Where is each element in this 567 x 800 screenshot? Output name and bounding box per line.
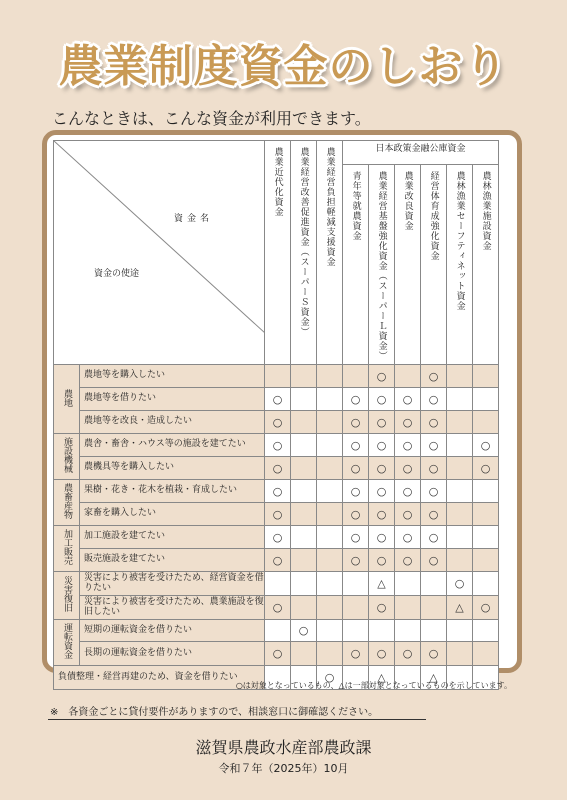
mark-cell — [447, 526, 473, 549]
mark-cell — [291, 572, 317, 596]
fund-header: 農業経営負担軽減支援資金 — [317, 141, 343, 365]
table-row — [54, 365, 499, 388]
mark-cell — [317, 503, 343, 526]
mark-cell: ○ — [369, 434, 395, 457]
table-row — [54, 480, 499, 503]
mark-cell: ○ — [369, 526, 395, 549]
mark-cell: ○ — [395, 411, 421, 434]
mark-cell: ○ — [317, 666, 343, 690]
mark-cell — [291, 642, 317, 666]
mark-cell: ○ — [421, 549, 447, 572]
mark-cell — [291, 549, 317, 572]
table-corner — [54, 141, 265, 365]
use-cell: 長期の運転資金を借りたい — [80, 642, 265, 666]
use-cell: 農機具等を購入したい — [80, 457, 265, 480]
mark-cell — [265, 572, 291, 596]
mark-cell: ○ — [369, 480, 395, 503]
table-row — [54, 572, 499, 596]
mark-cell — [395, 620, 421, 642]
mark-cell — [447, 388, 473, 411]
use-cell: 災害により被害を受けたため、経営資金を借りたい — [80, 572, 265, 596]
mark-cell: ○ — [265, 480, 291, 503]
mark-cell: ○ — [421, 503, 447, 526]
mark-cell: ○ — [369, 365, 395, 388]
mark-cell: ○ — [369, 388, 395, 411]
mark-cell: ○ — [343, 549, 369, 572]
mark-cell — [447, 434, 473, 457]
use-cell: 農地等を改良・造成したい — [80, 411, 265, 434]
table-row — [54, 457, 499, 480]
use-cell: 農舎・畜舎・ハウス等の施設を建てたい — [80, 434, 265, 457]
mark-cell: ○ — [395, 388, 421, 411]
mark-cell: ○ — [395, 434, 421, 457]
fund-header: 経営体育成強化資金 — [421, 165, 447, 365]
table-row — [54, 596, 499, 620]
mark-cell: ○ — [421, 457, 447, 480]
mark-cell — [317, 526, 343, 549]
use-cell: 負債整理・経営再建のため、資金を借りたい — [54, 666, 265, 690]
mark-cell — [395, 365, 421, 388]
mark-cell: ○ — [369, 596, 395, 620]
corner-fund-label: 資金名 — [174, 214, 214, 224]
category-cell: 農地 — [54, 365, 80, 434]
mark-cell: ○ — [421, 480, 447, 503]
subtitle: こんなときは、こんな資金が利用できます。 — [52, 109, 371, 128]
mark-cell: ○ — [265, 549, 291, 572]
mark-cell: ○ — [343, 480, 369, 503]
table-row — [54, 503, 499, 526]
mark-cell — [473, 526, 499, 549]
caution-note: ※ 各資金ごとに貸付要件がありますので、相談窓口に御確認ください。 — [50, 707, 379, 718]
mark-cell — [291, 526, 317, 549]
use-cell: 果樹・花き・花木を植栽・育成したい — [80, 480, 265, 503]
mark-cell: ○ — [343, 457, 369, 480]
mark-cell: ○ — [395, 457, 421, 480]
mark-cell: △ — [369, 572, 395, 596]
use-cell: 加工施設を建てたい — [80, 526, 265, 549]
mark-cell — [291, 480, 317, 503]
category-cell: 施設機械 — [54, 434, 80, 480]
mark-cell — [291, 503, 317, 526]
mark-cell — [317, 642, 343, 666]
corner-use-label: 資金の使途 — [94, 269, 140, 279]
mark-cell: ○ — [369, 642, 395, 666]
mark-cell: ○ — [421, 526, 447, 549]
category-cell: 加工販売 — [54, 526, 80, 572]
fund-header: 農業近代化資金 — [265, 141, 291, 365]
mark-cell — [317, 457, 343, 480]
table-row — [54, 620, 499, 642]
mark-cell — [473, 480, 499, 503]
mark-cell: ○ — [265, 642, 291, 666]
table-row — [54, 411, 499, 434]
page-title: 農業制度資金のしおり — [58, 41, 509, 92]
mark-cell: ○ — [265, 411, 291, 434]
mark-cell: ○ — [473, 457, 499, 480]
mark-cell — [291, 365, 317, 388]
use-cell: 農地等を購入したい — [80, 365, 265, 388]
mark-cell — [473, 365, 499, 388]
use-cell: 販売施設を建てたい — [80, 549, 265, 572]
mark-cell: △ — [421, 666, 447, 690]
mark-cell — [317, 480, 343, 503]
mark-cell — [291, 388, 317, 411]
mark-cell — [447, 549, 473, 572]
mark-cell — [473, 572, 499, 596]
table-row — [54, 388, 499, 411]
mark-cell: ○ — [395, 642, 421, 666]
mark-cell: ○ — [369, 503, 395, 526]
mark-cell: ○ — [343, 411, 369, 434]
table-row — [54, 434, 499, 457]
mark-cell — [343, 596, 369, 620]
fund-header: 農業改良資金 — [395, 165, 421, 365]
mark-cell — [317, 388, 343, 411]
mark-cell — [265, 620, 291, 642]
mark-cell — [421, 620, 447, 642]
mark-cell: ○ — [265, 526, 291, 549]
mark-cell — [291, 596, 317, 620]
mark-cell: △ — [369, 666, 395, 690]
fund-header: 農業経営改善促進資金（スーパーＳ資金） — [291, 141, 317, 365]
mark-cell — [447, 642, 473, 666]
mark-cell — [395, 572, 421, 596]
mark-cell: ○ — [395, 549, 421, 572]
mark-cell: ○ — [473, 434, 499, 457]
mark-cell — [317, 365, 343, 388]
mark-cell: ○ — [343, 642, 369, 666]
mark-cell — [343, 365, 369, 388]
mark-cell — [369, 620, 395, 642]
mark-cell: ○ — [421, 388, 447, 411]
table-row — [54, 642, 499, 666]
mark-cell: ○ — [395, 480, 421, 503]
mark-cell: ○ — [291, 620, 317, 642]
note-underline — [48, 719, 426, 720]
mark-cell — [395, 596, 421, 620]
mark-cell — [343, 620, 369, 642]
mark-cell — [421, 572, 447, 596]
mark-cell: ○ — [265, 457, 291, 480]
mark-cell — [447, 503, 473, 526]
fund-header: 青年等就農資金 — [343, 165, 369, 365]
mark-cell: ○ — [265, 434, 291, 457]
table-row — [54, 526, 499, 549]
mark-cell — [317, 596, 343, 620]
mark-cell — [317, 572, 343, 596]
fund-header: 農業経営基盤強化資金（スーパーＬ資金） — [369, 165, 395, 365]
mark-cell: ○ — [343, 526, 369, 549]
use-cell: 農地等を借りたい — [80, 388, 265, 411]
jfc-group-header: 日本政策金融公庫資金 — [343, 141, 499, 165]
category-cell: 運転資金 — [54, 620, 80, 666]
mark-cell — [447, 457, 473, 480]
mark-cell — [317, 620, 343, 642]
mark-cell — [473, 388, 499, 411]
mark-cell — [473, 503, 499, 526]
mark-cell — [291, 434, 317, 457]
mark-cell — [421, 596, 447, 620]
mark-cell — [473, 549, 499, 572]
mark-cell: ○ — [265, 596, 291, 620]
mark-cell: ○ — [343, 434, 369, 457]
publication-date: 令和７年（2025年）10月 — [218, 762, 349, 775]
mark-cell: ○ — [265, 388, 291, 411]
mark-cell: ○ — [421, 642, 447, 666]
mark-cell — [317, 434, 343, 457]
mark-cell — [291, 411, 317, 434]
mark-cell: ○ — [447, 572, 473, 596]
mark-cell: ○ — [473, 596, 499, 620]
fund-header: 農林漁業セーフティネット資金 — [447, 165, 473, 365]
mark-cell — [447, 480, 473, 503]
mark-cell — [317, 549, 343, 572]
mark-cell: ○ — [265, 503, 291, 526]
mark-cell — [291, 457, 317, 480]
table-row — [54, 549, 499, 572]
legend-note: ○は対象となっているもの、△は一部対象となっているものを示しています。 — [235, 681, 512, 690]
mark-cell: ○ — [369, 411, 395, 434]
mark-cell: ○ — [421, 411, 447, 434]
mark-cell: ○ — [395, 526, 421, 549]
mark-cell: ○ — [343, 503, 369, 526]
use-cell: 家畜を購入したい — [80, 503, 265, 526]
mark-cell — [473, 411, 499, 434]
fund-header: 農林漁業施設資金 — [473, 165, 499, 365]
mark-cell — [447, 620, 473, 642]
category-cell: 災害復旧 — [54, 572, 80, 620]
fund-table — [53, 140, 499, 690]
category-cell: 農畜産物 — [54, 480, 80, 526]
mark-cell — [447, 365, 473, 388]
mark-cell: ○ — [395, 503, 421, 526]
use-cell: 短期の運転資金を借りたい — [80, 620, 265, 642]
department-name: 滋賀県農政水産部農政課 — [195, 738, 372, 757]
mark-cell — [473, 620, 499, 642]
mark-cell — [265, 365, 291, 388]
mark-cell: ○ — [369, 457, 395, 480]
mark-cell: ○ — [421, 434, 447, 457]
mark-cell — [473, 642, 499, 666]
mark-cell — [447, 411, 473, 434]
mark-cell — [343, 572, 369, 596]
mark-cell — [317, 411, 343, 434]
mark-cell: ○ — [421, 365, 447, 388]
use-cell: 災害により被害を受けたため、農業施設を復旧したい — [80, 596, 265, 620]
mark-cell: ○ — [369, 549, 395, 572]
mark-cell: ○ — [343, 388, 369, 411]
mark-cell: △ — [447, 596, 473, 620]
